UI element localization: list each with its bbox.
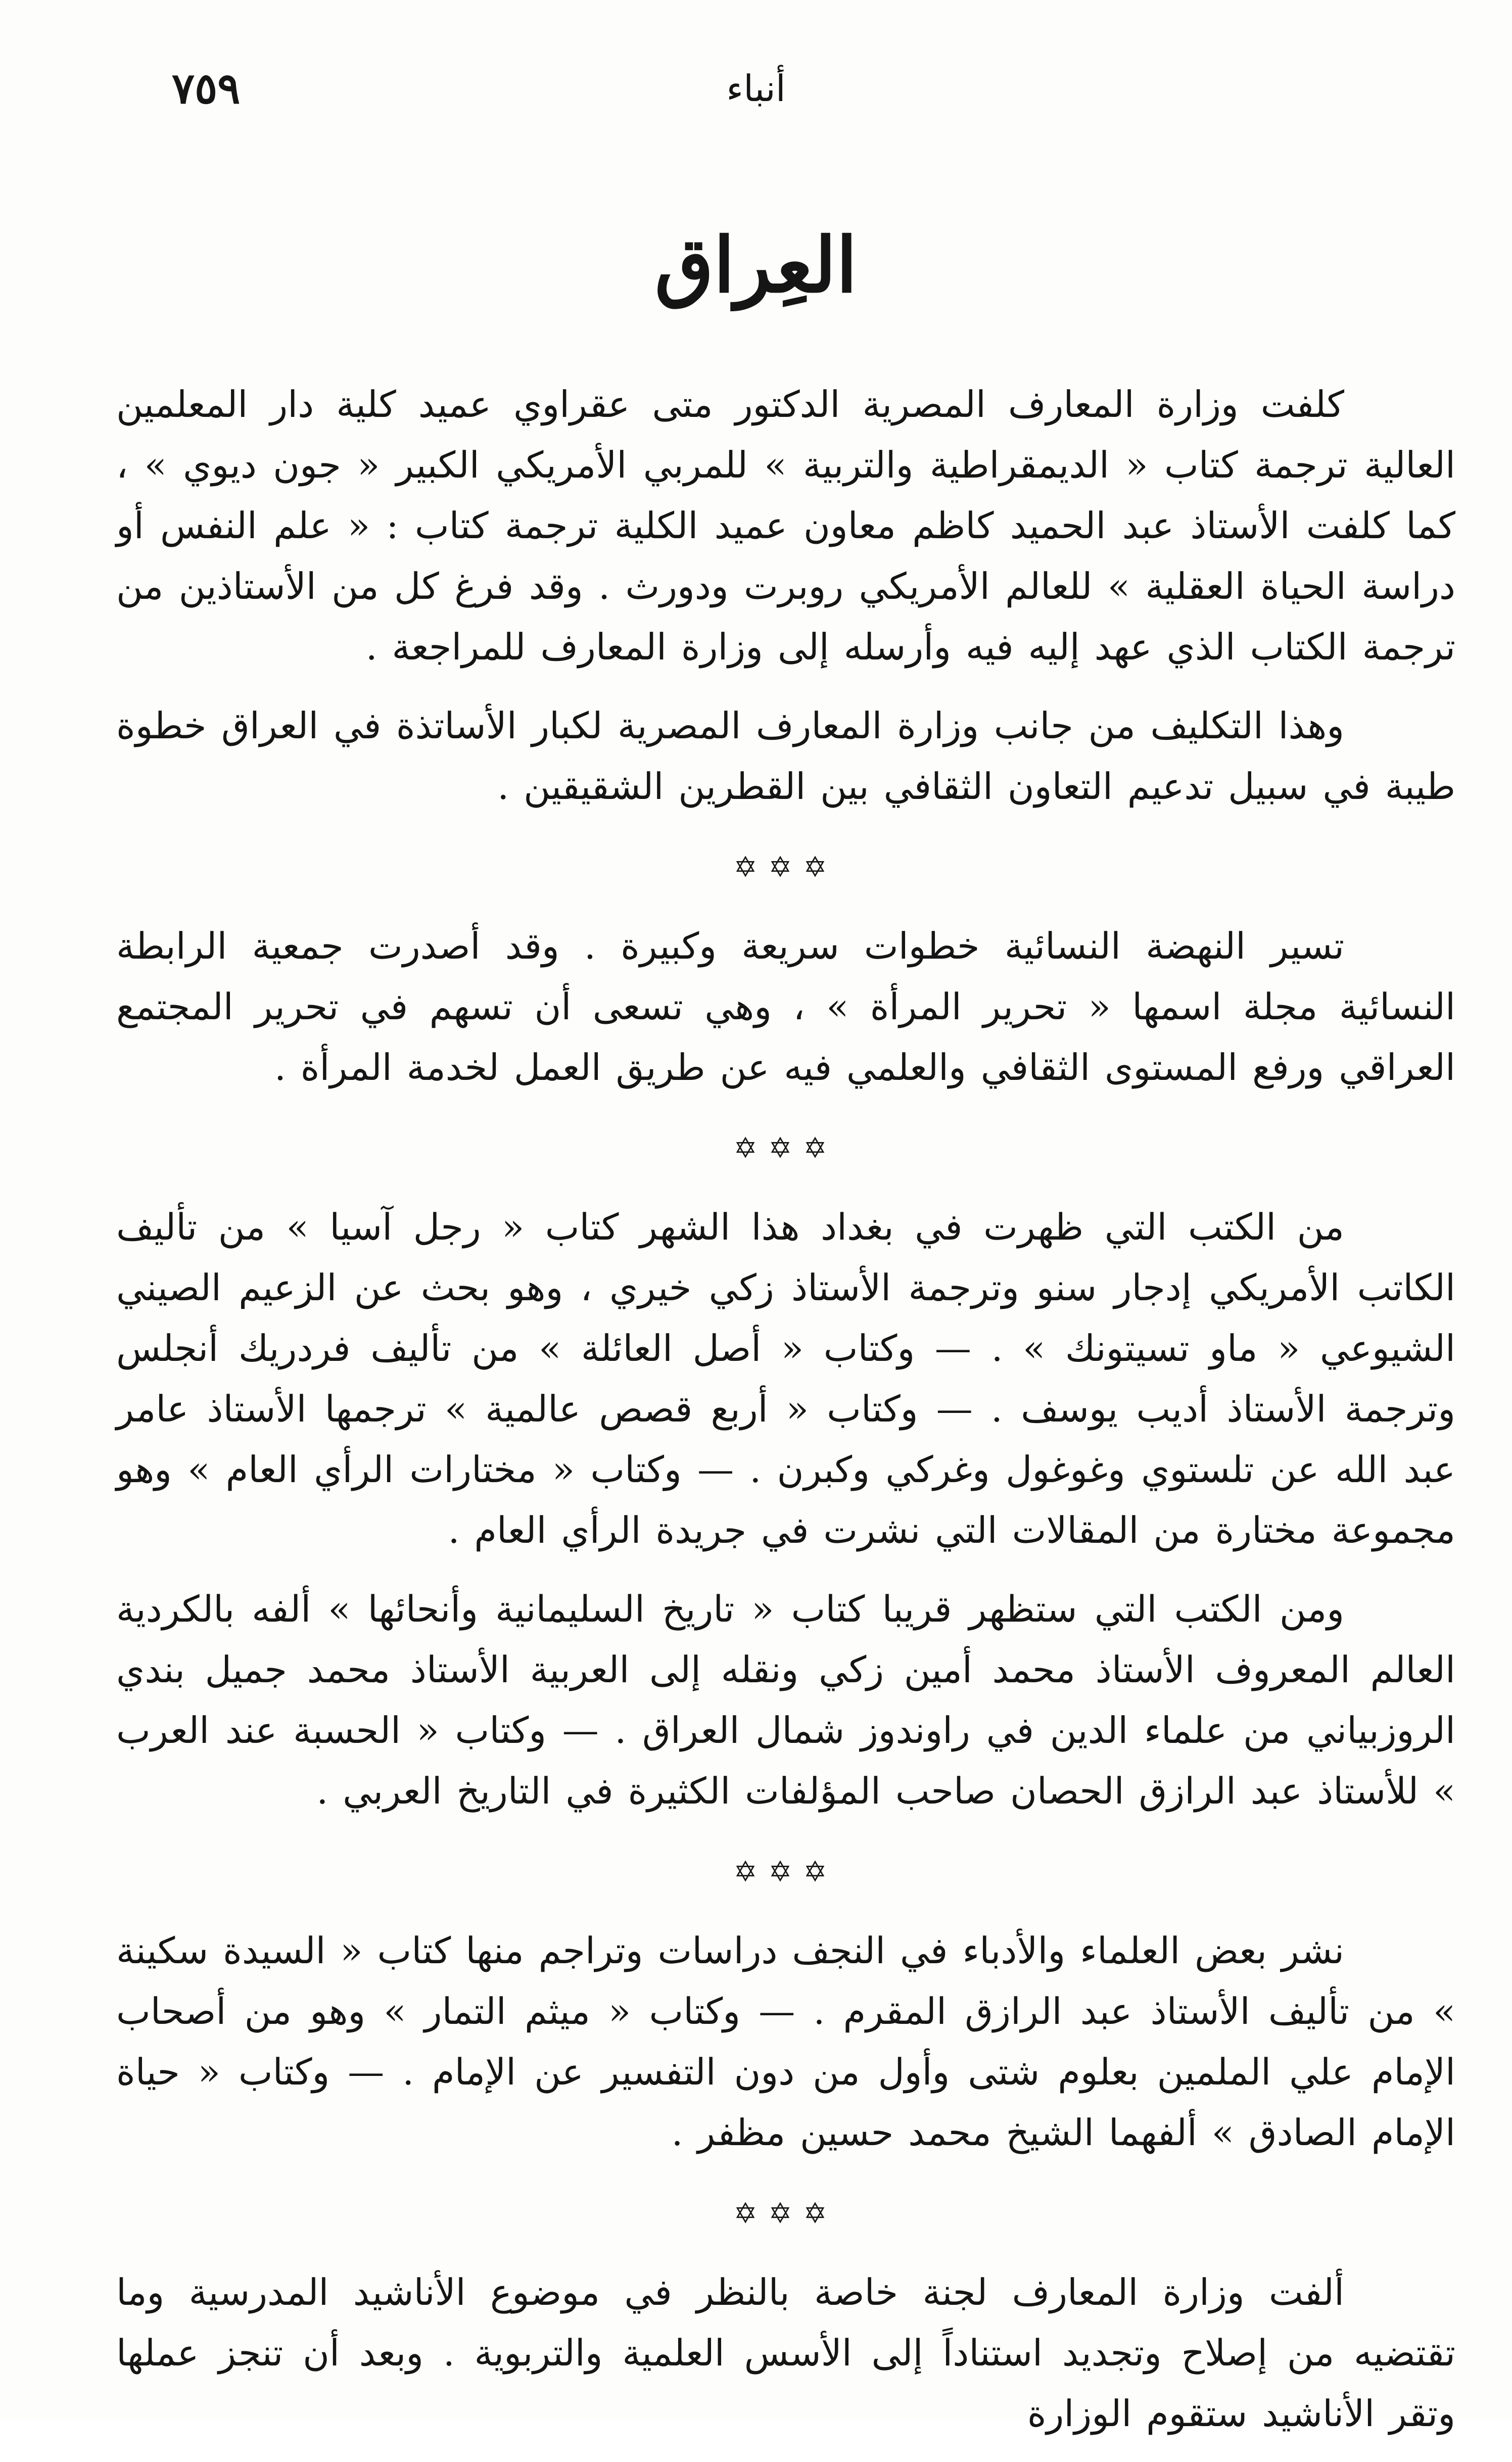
star-separator: ✡✡✡ — [733, 2197, 838, 2230]
running-head — [121, 63, 1391, 113]
paragraph: كلفت وزارة المعارف المصرية الدكتور متى عقراوي عميد كلية دار المعلمين العالية ترجمة كتاب « الديمقراطية والتربية » للمربي الأمريكي الكبير « جون ديوي » ، كما كلفت الأستاذ عبد الحميد كاظم معاون عميد الكلية ترجمة كتاب : « علم النفس أو دراسة الحياة العقلية » للعالم الأمريكي روبرت ودورث . وقد فرغ كل من الأستاذين من ترجمة الكتاب الذي عهد إليه فيه وأرسله إلى وزارة المعارف للمراجعة . — [116, 383, 1456, 668]
star-separator: ✡✡✡ — [733, 1132, 838, 1165]
page-number: ٧٥٩ — [172, 63, 241, 113]
article-body — [116, 374, 1455, 2462]
paragraph: ومن الكتب التي ستظهر قريبا كتاب « تاريخ السليمانية وأنحائها » ألفه بالكردية العالم المعروف الأستاذ محمد أمين زكي ونقله إلى العربية الأستاذ محمد جميل بندي الروزبياني من علماء الدين في راوندوز شمال العراق . — وكتاب « الحسبة عند العرب » للأستاذ عبد الرازق الحصان صاحب المؤلفات الكثيرة في التاريخ العربي . — [116, 1588, 1456, 1812]
star-separator: ✡✡✡ — [733, 851, 838, 884]
paragraph: وهذا التكليف من جانب وزارة المعارف المصرية لكبار الأساتذة في العراق خطوة طيبة في سبيل تدعيم التعاون الثقافي بين القطرين الشقيقين . — [116, 704, 1455, 808]
running-title: أنباء — [726, 67, 786, 110]
paragraph: من الكتب التي ظهرت في بغداد هذا الشهر كتاب « رجل آسيا » من تأليف الكاتب الأمريكي إدجار سنو وترجمة الأستاذ زكي خيري ، وهو بحث عن الزعيم الصيني الشيوعي « ماو تسيتونك » . — وكتاب « أصل العائلة » من تأليف فردريك أنجلس وترجمة الأستاذ أديب يوسف . — وكتاب « أربع قصص عالمية » ترجمها الأستاذ عامر عبد الله عن تلستوي وغوغول وغركي وكبرن . — وكتاب « مختارات الرأي العام » وهو مجموعة مختارة من المقالات التي نشرت في جريدة الرأي العام . — [116, 1206, 1456, 1551]
star-separator: ✡✡✡ — [733, 1856, 838, 1888]
paragraph: ألفت وزارة المعارف لجنة خاصة بالنظر في موضوع الأناشيد المدرسية وما تقتضيه من إصلاح وتجديد استناداً إلى الأسس العلمية والتربوية . وبعد أن تنجز عملها وتقر الأناشيد ستقوم الوزارة — [116, 2271, 1455, 2435]
section-title: العِراق — [654, 221, 858, 310]
paragraph: نشر بعض العلماء والأدباء في النجف دراسات وتراجم منها كتاب « السيدة سكينة » من تأليف الأستاذ عبد الرازق المقرم . — وكتاب « ميثم التمار » وهو من أصحاب الإمام علي الملمين بعلوم شتى وأول من دون التفسير عن الإمام . — وكتاب « حياة الإمام الصادق » ألفهما الشيخ محمد حسين مظفر . — [116, 1929, 1455, 2154]
paragraph: تسير النهضة النسائية خطوات سريعة وكبيرة . وقد أصدرت جمعية الرابطة النسائية مجلة اسمها « تحرير المرأة » ، وهي تسعى أن تسهم في تحرير المجتمع العراقي ورفع المستوى الثقافي والعلمي فيه عن طريق العمل لخدمة المرأة . — [116, 925, 1455, 1088]
